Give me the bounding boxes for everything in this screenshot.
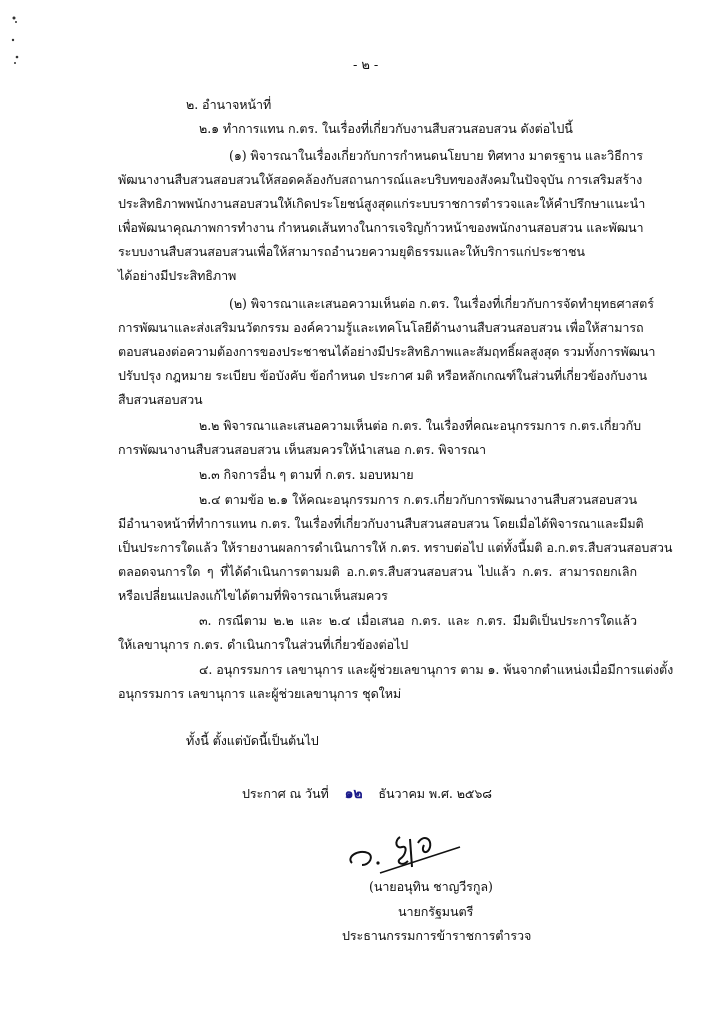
clause-3-line: ๓. กรณีตาม ๒.๒ และ ๒.๔ เมื่อเสนอ ก.ตร. และ ก.ตร. มีมติเป็นประการใดแล้ว xyxy=(199,613,637,628)
announcement-day: ๑๒ xyxy=(344,786,363,802)
clause-2-4-line: มีอำนาจหน้าที่ทำการแทน ก.ตร. ในเรื่องที่เกี่ยวกับงานสืบสวนสอบสวน โดยเมื่อได้พิจารณาและมีมติ xyxy=(118,516,644,531)
section-heading: ๒. อำนาจหน้าที่ xyxy=(186,97,272,112)
clause-2-1-2-line: การพัฒนาและส่งเสริมนวัตกรรม องค์ความรู้และเทคโนโลยีด้านงานสืบสวนสอบสวน เพื่อให้สามารถ xyxy=(118,320,644,335)
signatory-name: (นายอนุทิน ชาญวีรกูล) xyxy=(369,879,493,894)
clause-2-4-line: เป็นประการใดแล้ว ให้รายงานผลการดำเนินการให้ ก.ตร. ทราบต่อไป แต่ทั้งนี้มติ อ.ก.ตร.สืบสวนสอบสวน xyxy=(118,540,673,555)
clause-2-4-line: หรือเปลี่ยนแปลงแก้ไขได้ตามที่พิจารณาเห็นสมควร xyxy=(118,588,388,603)
clause-2-1-1-line: พัฒนางานสืบสวนสอบสวนให้สอดคล้องกับสถานการณ์และบริบทของสังคมในปัจจุบัน การเสริมสร้าง xyxy=(118,172,643,187)
clause-2-1-2-line: ตอบสนองต่อความต้องการของประชาชนได้อย่างมีประสิทธิภาพและสัมฤทธิ์ผลสูงสุด รวมทั้งการพัฒนา xyxy=(118,344,656,359)
clause-2-1-1-line: ระบบงานสืบสวนสอบสวนเพื่อให้สามารถอำนวยความยุติธรรมและให้บริการแก่ประชาชน xyxy=(118,244,585,259)
clause-2-2-line: การพัฒนางานสืบสวนสอบสวน เห็นสมควรให้นำเสนอ ก.ตร. พิจารณา xyxy=(118,442,486,457)
clause-4-line: อนุกรรมการ เลขานุการ และผู้ช่วยเลขานุการ ชุดใหม่ xyxy=(118,686,402,701)
announcement-month-year: ธันวาคม พ.ศ. ๒๕๖๘ xyxy=(378,786,492,801)
clause-2-1-2-line: (๒) พิจารณาและเสนอความเห็นต่อ ก.ตร. ในเรื่องที่เกี่ยวกับการจัดทำยุทธศาสตร์ xyxy=(229,296,654,311)
announcement-prefix: ประกาศ ณ วันที่ xyxy=(242,786,329,801)
signatory-position: นายกรัฐมนตรี xyxy=(398,904,474,919)
clause-2-1-1-line: เพื่อพัฒนาคุณภาพการทำงาน กำหนดเส้นทางในการเจริญก้าวหน้าของพนักงานสอบสวน และพัฒนา xyxy=(118,220,644,235)
clause-2-3: ๒.๓ กิจการอื่น ๆ ตามที่ ก.ตร. มอบหมาย xyxy=(199,467,414,482)
clause-2-1-1-line: ประสิทธิภาพพนักงานสอบสวนให้เกิดประโยชน์สูงสุดแก่ระบบราชการตำรวจและให้คำปรึกษาแนะนำ xyxy=(118,196,646,211)
announcement-date xyxy=(242,786,492,802)
clause-2-4-line: ๒.๔ ตามข้อ ๒.๑ ให้คณะอนุกรรมการ ก.ตร.เกี่ยวกับการพัฒนางานสืบสวนสอบสวน xyxy=(199,492,637,507)
clause-2-1-2-line: สืบสวนสอบสวน xyxy=(118,392,203,407)
clause-2-1-intro: ๒.๑ ทำการแทน ก.ตร. ในเรื่องที่เกี่ยวกับงานสืบสวนสอบสวน ดังต่อไปนี้ xyxy=(199,121,573,136)
clause-2-2-line: ๒.๒ พิจารณาและเสนอความเห็นต่อ ก.ตร. ในเรื่องที่คณะอนุกรรมการ ก.ตร.เกี่ยวกับ xyxy=(199,418,642,433)
signature-image xyxy=(340,827,490,877)
scan-mark xyxy=(8,10,28,70)
clause-2-1-1-line: ได้อย่างมีประสิทธิภาพ xyxy=(118,268,237,283)
clause-4-line: ๔. อนุกรรมการ เลขานุการ และผู้ช่วยเลขานุการ ตาม ๑. พ้นจากตำแหน่งเมื่อมีการแต่งตั้ง xyxy=(199,662,674,677)
clause-2-1-1-line: (๑) พิจารณาในเรื่องเกี่ยวกับการกำหนดนโยบาย ทิศทาง มาตรฐาน และวิธีการ xyxy=(229,148,643,163)
page-number: - ๒ - xyxy=(353,58,379,73)
signatory-role: ประธานกรรมการข้าราชการตำรวจ xyxy=(342,928,532,943)
clause-3-line: ให้เลขานุการ ก.ตร. ดำเนินการในส่วนที่เกี่ยวข้องต่อไป xyxy=(118,637,409,652)
clause-2-4-line: ตลอดจนการใด ๆ ที่ได้ดำเนินการตามมติ อ.ก.ตร.สืบสวนสอบสวน ไปแล้ว ก.ตร. สามารถยกเลิก xyxy=(118,564,637,579)
clause-2-1-2-line: ปรับปรุง กฎหมาย ระเบียบ ข้อบังคับ ข้อกำหนด ประกาศ มติ หรือหลักเกณฑ์ในส่วนที่เกี่ยวข้องกับงาน xyxy=(118,368,648,383)
effective-clause: ทั้งนี้ ตั้งแต่บัดนี้เป็นต้นไป xyxy=(186,733,319,748)
